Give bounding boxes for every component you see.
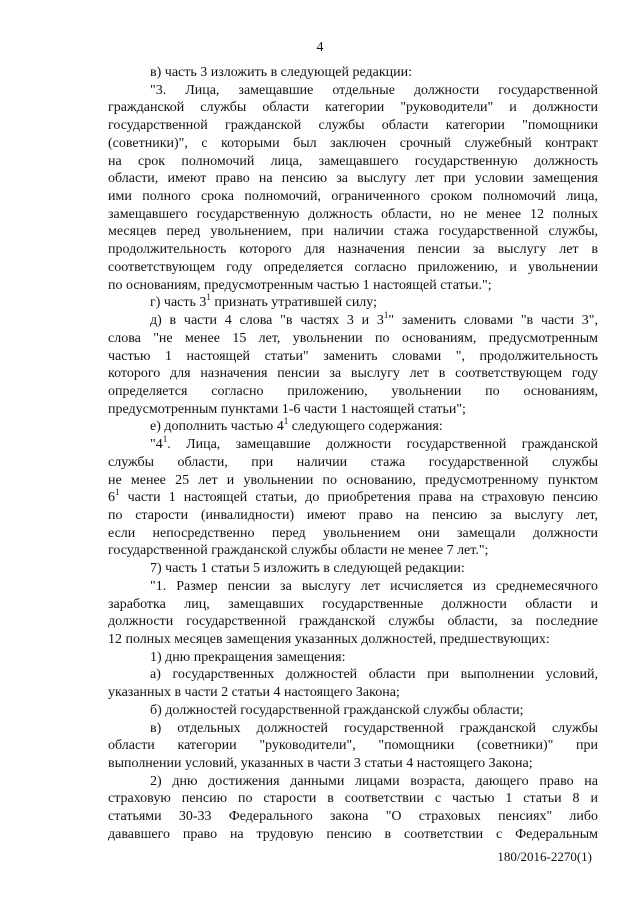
text-segment: следующего содержания: [288, 419, 443, 435]
text-line [108, 649, 598, 667]
text-line [108, 348, 598, 366]
text-segment: определяется согласно приложению, увольнении по основаниям, [108, 383, 598, 399]
text-line [108, 525, 598, 543]
text-segment: в) отдельных должностей государственной гражданской службы [150, 720, 598, 736]
text-line [108, 223, 598, 241]
text-segment: слова "не менее 15 лет, увольнении по основаниям, предусмотренным [108, 330, 598, 346]
text-segment: части 1 настоящей статьи, до приобретения права на страховую пенсию [119, 490, 598, 506]
text-segment: статьями 30-33 Федерального закона "О страховых пенсиях" либо [108, 809, 598, 825]
text-segment: "1. Размер пенсии за выслугу лет исчисляется из среднемесячного [150, 578, 598, 594]
text-segment: службы области, при наличии стажа государственной службы [108, 454, 598, 470]
text-line [108, 578, 598, 596]
text-segment: предусмотренным пунктами 1-6 части 1 настоящей статьи"; [108, 401, 466, 417]
text-line [108, 631, 598, 649]
text-line [108, 82, 598, 100]
text-segment: 12 полных месяцев замещения указанных должностей, предшествующих: [108, 632, 550, 647]
text-segment: г) часть 3 [150, 295, 207, 311]
text-segment: 7) часть 1 статьи 5 изложить в следующей редакции: [150, 561, 465, 577]
text-segment: (советники)", с которыми был заключен срочный служебный контракт [108, 135, 598, 151]
text-line [108, 117, 598, 135]
document-body [108, 64, 598, 844]
text-segment: а) государственных должностей области при выполнении условий, [150, 667, 598, 683]
text-line [108, 365, 598, 383]
text-segment: 2) дню достижения данными лицами возраста, дающего право на [150, 773, 598, 789]
superscript: 1 [383, 310, 389, 321]
superscript: 1 [162, 434, 168, 445]
text-line [108, 170, 598, 188]
text-line [108, 702, 598, 720]
text-segment: если непосредственно перед увольнением они замещали должности [108, 525, 598, 541]
text-line [108, 436, 598, 454]
text-line [108, 330, 598, 348]
text-segment: замещавшего государственную должность области, но не менее 12 полных [108, 206, 598, 222]
text-line [108, 542, 598, 560]
text-line [108, 720, 598, 738]
text-segment: д) в части 4 слова "в частях 3 и 3 [150, 313, 384, 329]
text-segment: государственной гражданской службы области не менее 7 лет."; [108, 543, 489, 559]
text-line [108, 259, 598, 277]
text-line [108, 153, 598, 171]
text-line [108, 99, 598, 117]
text-segment: . Лица, замещавшие должности государственной гражданской [167, 437, 598, 453]
text-line [108, 206, 598, 224]
superscript: 1 [206, 292, 211, 303]
text-line [108, 684, 598, 702]
text-line [108, 507, 598, 525]
text-line [108, 312, 598, 330]
text-line [108, 666, 598, 684]
text-segment: по старости (инвалидности) имеют право на пенсию за выслугу лет, [108, 507, 598, 523]
text-line [108, 135, 598, 153]
text-segment: е) дополнить частью 4 [150, 419, 284, 435]
text-segment: в) часть 3 изложить в следующей редакции: [150, 65, 413, 80]
text-line [108, 383, 598, 401]
text-segment: указанных в части 2 статьи 4 настоящего Закона; [108, 685, 400, 701]
superscript: 1 [283, 416, 289, 427]
text-segment: области категории "руководители", "помощники (советники)" при [108, 738, 598, 754]
text-segment: частью 1 настоящей статьи" заменить словами ", продолжительность [108, 348, 598, 364]
text-segment: 6 [108, 490, 115, 506]
text-line [108, 241, 598, 259]
text-line [108, 613, 598, 631]
text-segment: на срок полномочий лица, замещавшего государственную должность [108, 153, 598, 169]
text-line [108, 418, 598, 436]
text-line [108, 560, 598, 578]
text-line [108, 489, 598, 507]
text-segment: ими полного срока полномочий, ограниченного сроком полномочий лица, [108, 189, 598, 205]
text-segment: заработка лиц, замещавших государственные должности области и [108, 596, 598, 612]
text-line [108, 790, 598, 808]
text-segment: "3. Лица, замещавшие отдельные должности государственной [150, 82, 598, 98]
text-segment: не менее 25 лет и увольнении по основанию, предусмотренному пунктом [108, 472, 598, 488]
text-segment: должности государственной гражданской службы области, за последние [108, 614, 598, 630]
text-segment: " заменить словами "в части 3", [388, 313, 598, 329]
text-line [108, 737, 598, 755]
text-line [108, 294, 598, 312]
superscript: 1 [115, 487, 120, 498]
text-segment: по основаниям, предусмотренным частью 1 настоящей статьи."; [108, 277, 492, 293]
text-segment: соответствующем году определяется согласно приложению, и увольнении [108, 259, 598, 275]
text-line [108, 596, 598, 614]
text-line [108, 454, 598, 472]
text-segment: признать утратившей силу; [210, 295, 377, 311]
document-id: 180/2016-2270(1) [497, 849, 592, 864]
text-segment: продолжительность которого для назначения пенсии за выслугу лет в [108, 242, 598, 258]
text-segment: месяцев перед увольнением, при наличии стажа государственной службы, [108, 224, 598, 240]
text-line [108, 472, 598, 490]
text-line [108, 773, 598, 791]
text-line [108, 277, 598, 295]
text-segment: государственной гражданской службы области категории "помощники [108, 118, 598, 134]
text-segment: дававшего право на трудовую пенсию в соответствии с Федеральным [108, 826, 598, 842]
text-segment: выполнении условий, указанных в части 3 статьи 4 настоящего Закона; [108, 756, 533, 772]
text-segment: которого для назначения пенсии за выслугу лет в соответствующем году [108, 366, 598, 382]
text-segment: 1) дню прекращения замещения: [150, 649, 346, 665]
text-line [108, 808, 598, 826]
text-segment: гражданской службы области категории "руководители" и должности [108, 100, 598, 116]
page-number: 4 [316, 40, 324, 55]
text-line [108, 64, 598, 82]
text-line [108, 755, 598, 773]
text-line [108, 188, 598, 206]
text-line [108, 401, 598, 419]
text-line [108, 826, 598, 844]
text-segment: страховую пенсию по старости в соответствии с частью 1 статьи 8 и [108, 791, 598, 807]
text-segment: б) должностей государственной гражданской службы области; [150, 702, 524, 718]
text-segment: "4 [150, 437, 163, 453]
text-segment: области, имеют право на пенсию за выслугу лет при условии замещения [108, 171, 598, 187]
